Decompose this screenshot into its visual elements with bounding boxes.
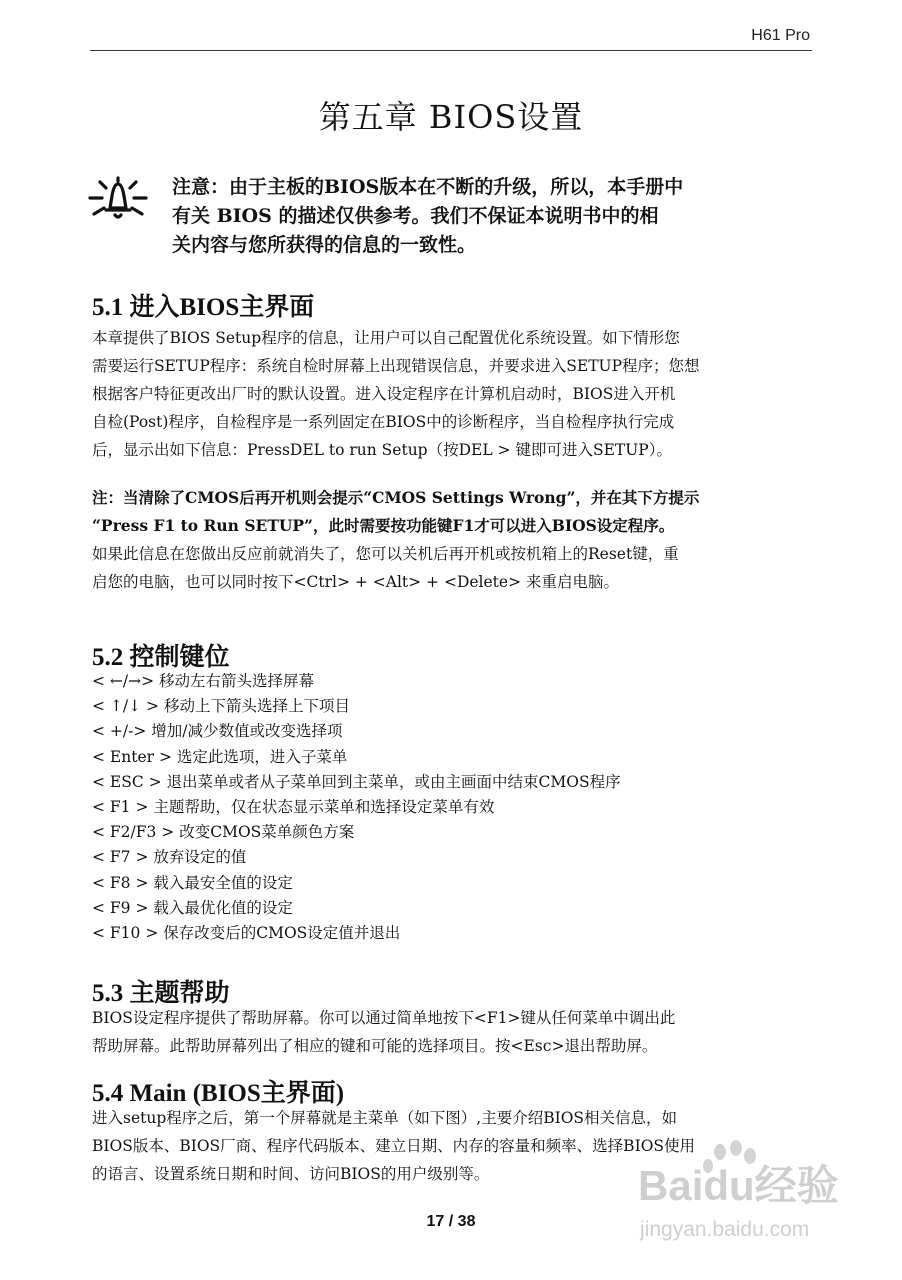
- section-5-1-paragraph-2: [92, 540, 817, 596]
- paragraph-line: 后，显示出如下信息：PressDEL to run Setup（按DEL > 键即可进入SETUP）。: [92, 441, 672, 459]
- page-number: 17 / 38: [426, 1213, 476, 1230]
- list-item: < F10 > 保存改变后的CMOS设定值并退出: [92, 924, 401, 943]
- list-item: < ←/→> 移动左右箭头选择屏幕: [92, 672, 315, 690]
- list-item: < F7 > 放弃设定的值: [92, 848, 247, 867]
- section-heading-5-1: 5.1 进入BIOS主界面: [92, 294, 315, 321]
- notice-line: 关内容与您所获得的信息的一致性。: [172, 234, 477, 256]
- watermark-brand: Baidu经验: [638, 1162, 839, 1209]
- paragraph-line: 如果此信息在您做出反应前就消失了，您可以关机后再开机或按机箱上的Reset键，重: [92, 545, 679, 563]
- section-heading-5-2: 5.2 控制键位: [92, 644, 230, 671]
- list-item: < F1 > 主题帮助，仅在状态显示菜单和选择设定菜单有效: [92, 798, 495, 817]
- paragraph-line: 启您的电脑，也可以同时按下<Ctrl> + <Alt> + <Delete> 来重启电脑。: [92, 573, 620, 591]
- paragraph-line: 进入setup程序之后，第一个屏幕就是主菜单（如下图）,主要介绍BIOS相关信息，如: [92, 1109, 678, 1127]
- watermark-url: jingyan.baidu.com: [640, 1218, 810, 1241]
- chapter-title: 第五章 BIOS设置: [318, 98, 584, 136]
- list-item: < F8 > 载入最安全值的设定: [92, 873, 293, 892]
- paragraph-line: 根据客户特征更改出厂时的默认设置。进入设定程序在计算机启动时，BIOS进入开机: [92, 385, 676, 403]
- paragraph-line: BIOS版本、BIOS厂商、程序代码版本、建立日期、内存的容量和频率、选择BIOS使用: [92, 1137, 696, 1155]
- list-item: < ↑/↓ > 移动上下箭头选择上下项目: [92, 697, 350, 716]
- section-5-1-paragraph: [92, 324, 817, 464]
- paragraph-line: 需要运行SETUP程序：系统自检时屏幕上出现错误信息，并要求进入SETUP程序；您想: [92, 357, 700, 375]
- section-heading-5-3: 5.3 主题帮助: [92, 980, 230, 1007]
- header-divider: [90, 50, 812, 51]
- list-item: < F2/F3 > 改变CMOS菜单颜色方案: [92, 823, 355, 842]
- paragraph-line: 自检(Post)程序，自检程序是一系列固定在BIOS中的诊断程序，当自检程序执行完成: [92, 413, 675, 431]
- header-title: H61 Pro: [751, 27, 810, 44]
- list-item: < +/-> 增加/减少数值或改变选择项: [92, 722, 343, 741]
- list-item: < Enter > 选定此选项，进入子菜单: [92, 747, 348, 766]
- paragraph-line: 本章提供了BIOS Setup程序的信息，让用户可以自己配置优化系统设置。如下情形您: [92, 329, 680, 347]
- note-line: “Press F1 to Run SETUP”，此时需要按功能键F1才可以进入BIOS设定程序。: [92, 516, 675, 535]
- list-item: < F9 > 载入最优化值的设定: [92, 898, 293, 917]
- note-line: 注：当清除了CMOS后再开机则会提示“CMOS Settings Wrong”，并在其下方提示: [92, 488, 700, 507]
- notice-line: 有关 BIOS 的描述仅供参考。我们不保证本说明书中的相: [172, 205, 659, 227]
- section-5-3-paragraph: [92, 1004, 817, 1060]
- paragraph-line: 的语言、设置系统日期和时间、访问BIOS的用户级别等。: [92, 1165, 490, 1183]
- baidu-watermark: [628, 1138, 858, 1248]
- paragraph-line: BIOS设定程序提供了帮助屏幕。你可以通过简单地按下<F1>键从任何菜单中调出此: [92, 1009, 676, 1027]
- section-heading-5-4: 5.4 Main (BIOS主界面): [92, 1080, 345, 1107]
- control-keys-list: [92, 669, 621, 946]
- section-5-1-note: [92, 484, 817, 540]
- paragraph-line: 帮助屏幕。此帮助屏幕列出了相应的键和可能的选择项目。按<Esc>退出帮助屏。: [92, 1037, 658, 1055]
- notice-text: [172, 173, 822, 260]
- bell-warning-icon: [82, 172, 154, 222]
- notice-line: 注意：由于主板的BIOS版本在不断的升级，所以，本手册中: [172, 176, 684, 198]
- list-item: < ESC > 退出菜单或者从子菜单回到主菜单，或由主画面中结束CMOS程序: [92, 772, 621, 791]
